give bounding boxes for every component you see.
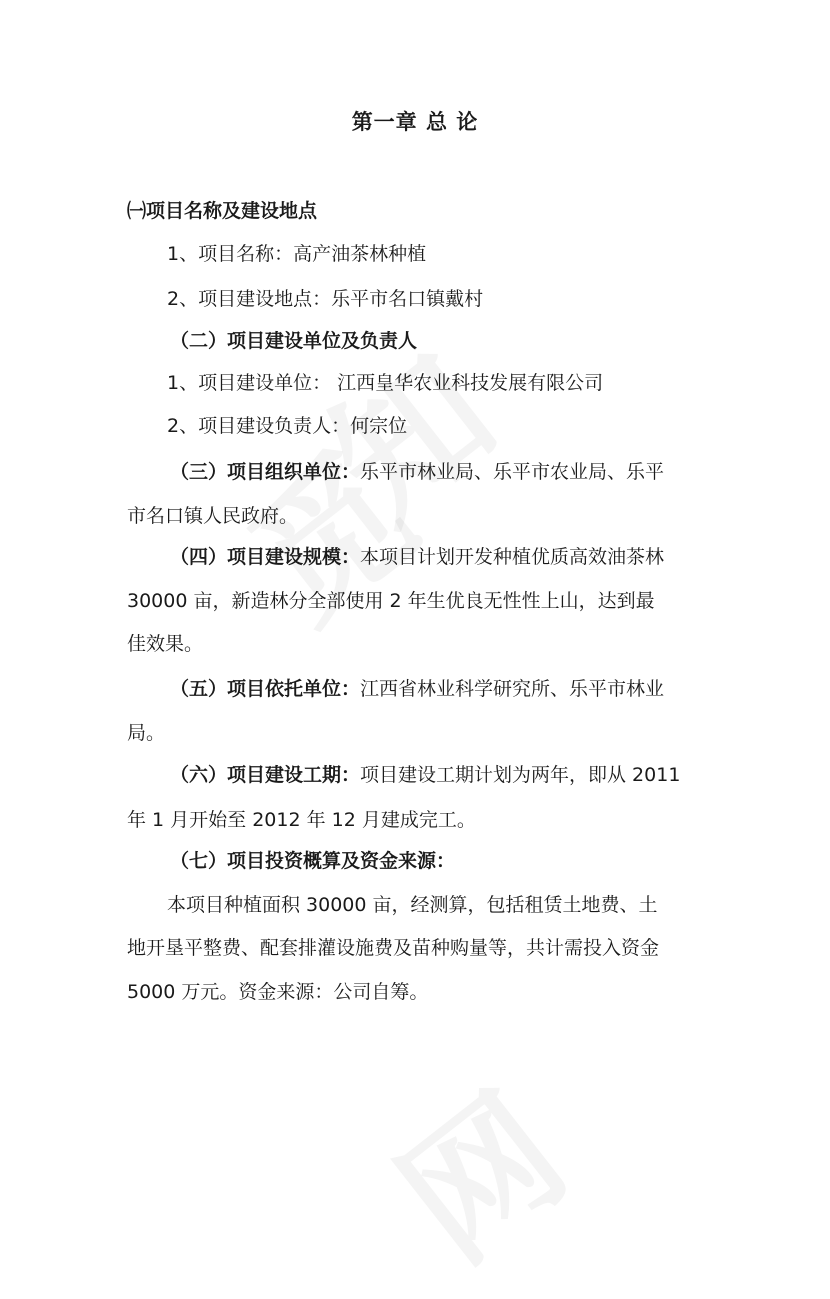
section-2-heading xyxy=(170,328,417,354)
section-7-line-1: 本项目种植面积 30000 亩，经测算，包括租赁土地费、土 xyxy=(167,894,658,916)
section-3-line-1 xyxy=(170,459,664,485)
section-3-text: 乐平市林业局、乐平市农业局、乐平 xyxy=(360,461,665,483)
section-1-heading-text: ㈠项目名称及建设地点 xyxy=(127,200,318,222)
section-6-line-2: 年 1 月开始至 2012 年 12 月建成完工。 xyxy=(127,809,476,831)
watermark xyxy=(349,1037,600,1299)
section-7-line-3: 5000 万元。资金来源：公司自筹。 xyxy=(127,981,429,1003)
section-4-label: （四）项目建设规模： xyxy=(170,546,361,568)
section-7-line-2: 地开垦平整费、配套排灌设施费及苗种购量等，共计需投入资金 xyxy=(127,937,660,959)
section-1-heading xyxy=(127,198,317,224)
section-1-item-1: 1、项目名称：高产油茶林种植 xyxy=(167,243,427,265)
section-6-label: （六）项目建设工期： xyxy=(170,764,361,786)
section-6-line-1 xyxy=(170,762,680,788)
section-2-item-2: 2、项目建设负责人：何宗位 xyxy=(167,415,408,437)
section-3-line-2: 市名口镇人民政府。 xyxy=(127,505,299,527)
section-5-text: 江西省林业科学研究所、乐平市林业 xyxy=(360,678,665,700)
section-6-text: 项目建设工期计划为两年，即从 2011 xyxy=(360,764,681,786)
section-2-heading-text: （二）项目建设单位及负责人 xyxy=(170,330,418,352)
section-4-line-2: 30000 亩，新造林分全部使用 2 年生优良无性性上山，达到最 xyxy=(127,590,655,612)
section-4-line-3: 佳效果。 xyxy=(127,633,204,655)
chapter-title: 第一章 总 论 xyxy=(351,110,479,134)
section-1-item-2: 2、项目建设地点：乐平市名口镇戴村 xyxy=(167,288,484,310)
section-4-line-1 xyxy=(170,544,664,570)
section-5-line-1 xyxy=(170,676,664,702)
section-5-line-2: 局。 xyxy=(127,722,166,744)
section-7-heading-text: （七）项目投资概算及资金来源： xyxy=(170,850,456,872)
section-3-label: （三）项目组织单位： xyxy=(170,461,361,483)
section-2-item-1: 1、项目建设单位： 江西皇华农业科技发展有限公司 xyxy=(167,372,604,394)
section-4-text: 本项目计划开发种植优质高效油茶林 xyxy=(360,546,665,568)
section-5-label: （五）项目依托单位： xyxy=(170,678,361,700)
section-7-heading xyxy=(170,848,455,874)
